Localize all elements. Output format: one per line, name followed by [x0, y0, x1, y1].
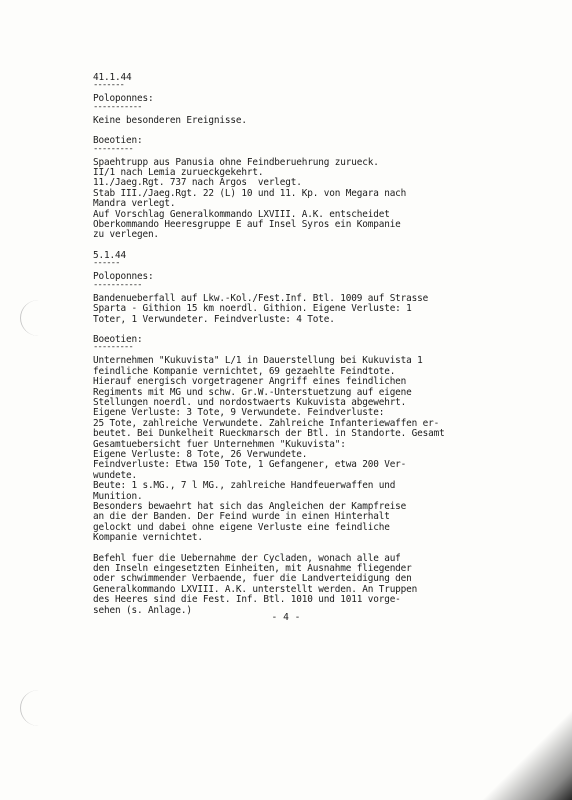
report-line: Oberkommando Heeresgruppe E auf Insel Syros ein Kompanie	[93, 219, 401, 231]
report-line: Toter, 1 Verwundeter. Feindverluste: 4 Tote.	[93, 313, 335, 325]
closing-line: des Heeres sind die Fest. Inf. Btl. 1010 und 1011 vorge-	[93, 594, 401, 606]
region-underline: ---------	[93, 342, 133, 353]
report-line: gelockt und dabei ohne eigene Verluste eine feindliche	[93, 521, 390, 533]
report-line: 11./Jaeg.Rgt. 737 nach Argos verlegt.	[93, 177, 302, 189]
region-heading: Poloponnes:	[93, 271, 154, 283]
report-line: Hierauf energisch vorgetragener Angriff eines feindlichen	[93, 376, 407, 388]
region-underline: ---------	[93, 143, 133, 154]
report-line: Munition.	[93, 490, 143, 502]
report-line: Gesamtuebersicht fuer Unternehmen "Kukuvista":	[93, 438, 346, 450]
report-line: Regiments mit MG und schw. Gr.W.-Unterstuetzung auf eigene	[93, 386, 412, 398]
report-line: II/1 nach Lemia zurueckgekehrt.	[93, 167, 264, 179]
region-heading: Boeotien:	[93, 333, 143, 345]
report-line: Stab III./Jaeg.Rgt. 22 (L) 10 und 11. Kp. von Megara nach	[93, 187, 407, 199]
report-line: Auf Vorschlag Generalkommando LXVIII. A.K. entscheidet	[93, 208, 390, 220]
report-line: Stellungen noerdl. und nordostwaerts Kukuvista abgewehrt.	[93, 396, 407, 408]
region-underline: -----------	[93, 279, 142, 290]
report-line: Spaehtrupp aus Panusia ohne Feindberuehrung zurueck.	[93, 156, 379, 168]
closing-line: Befehl fuer die Uebernahme der Cycladen, wonach alle auf	[93, 552, 401, 564]
report-line: zu verlegen.	[93, 229, 159, 241]
report-line: Keine besonderen Ereignisse.	[93, 114, 247, 126]
punch-hole-mark	[20, 690, 57, 726]
report-line: Mandra verlegt.	[93, 198, 176, 210]
report-line: beutet. Bei Dunkelheit Rueckmarsch der Btl. in Standorte. Gesamt	[93, 428, 445, 440]
report-line: an die der Banden. Der Feind wurde in einen Hinterhalt	[93, 511, 390, 523]
report-line: 25 Tote, zahlreiche Verwundete. Zahlreiche Infanteriewaffen er-	[93, 417, 440, 429]
date-heading: 5.1.44	[93, 249, 126, 261]
closing-line: den Inseln eingesetzten Einheiten, mit Ausnahme fliegender	[93, 563, 412, 575]
region-heading: Boeotien:	[93, 135, 143, 147]
report-line: Unternehmen "Kukuvista" L/1 in Dauerstellung bei Kukuvista 1	[93, 355, 423, 367]
report-line: Eigene Verluste: 3 Tote, 9 Verwundete. Feindverluste:	[93, 407, 385, 419]
closing-line: sehen (s. Anlage.)	[93, 604, 192, 616]
punch-hole-mark	[20, 300, 57, 336]
report-line: Eigene Verluste: 8 Tote, 26 Verwundete.	[93, 448, 308, 460]
report-line: Beute: 1 s.MG., 7 l MG., zahlreiche Handfeuerwaffen und	[93, 480, 396, 492]
report-body	[93, 73, 463, 616]
report-line: Besonders bewaehrt hat sich das Angleichen der Kampfreise	[93, 501, 407, 512]
closing-line: Generalkommando LXVIII. A.K. unterstellt werden. An Truppen	[93, 583, 418, 595]
report-line: Kompanie vernichtet.	[93, 532, 203, 544]
date-underline: -------	[93, 80, 124, 91]
report-line: wundete.	[93, 469, 137, 481]
report-line: Feindverluste: Etwa 150 Tote, 1 Gefangener, etwa 200 Ver-	[93, 459, 407, 471]
date-heading: 41.1.44	[93, 72, 132, 83]
scan-shadow	[462, 710, 572, 800]
date-underline: ------	[93, 258, 120, 269]
report-line: Sparta - Githion 15 km noerdl. Githion. Eigene Verluste: 1	[93, 303, 412, 315]
region-heading: Poloponnes:	[93, 93, 154, 105]
report-line: feindliche Kompanie vernichtet, 69 gezaehlte Feindtote.	[93, 365, 396, 377]
closing-line: oder schwimmender Verbaende, fuer die Landverteidigung den	[93, 573, 412, 585]
report-line: Bandenueberfall auf Lkw.-Kol./Fest.Inf. Btl. 1009 auf Strasse	[93, 292, 429, 304]
region-underline: -----------	[93, 101, 142, 112]
page-number: - 4 -	[271, 612, 301, 623]
